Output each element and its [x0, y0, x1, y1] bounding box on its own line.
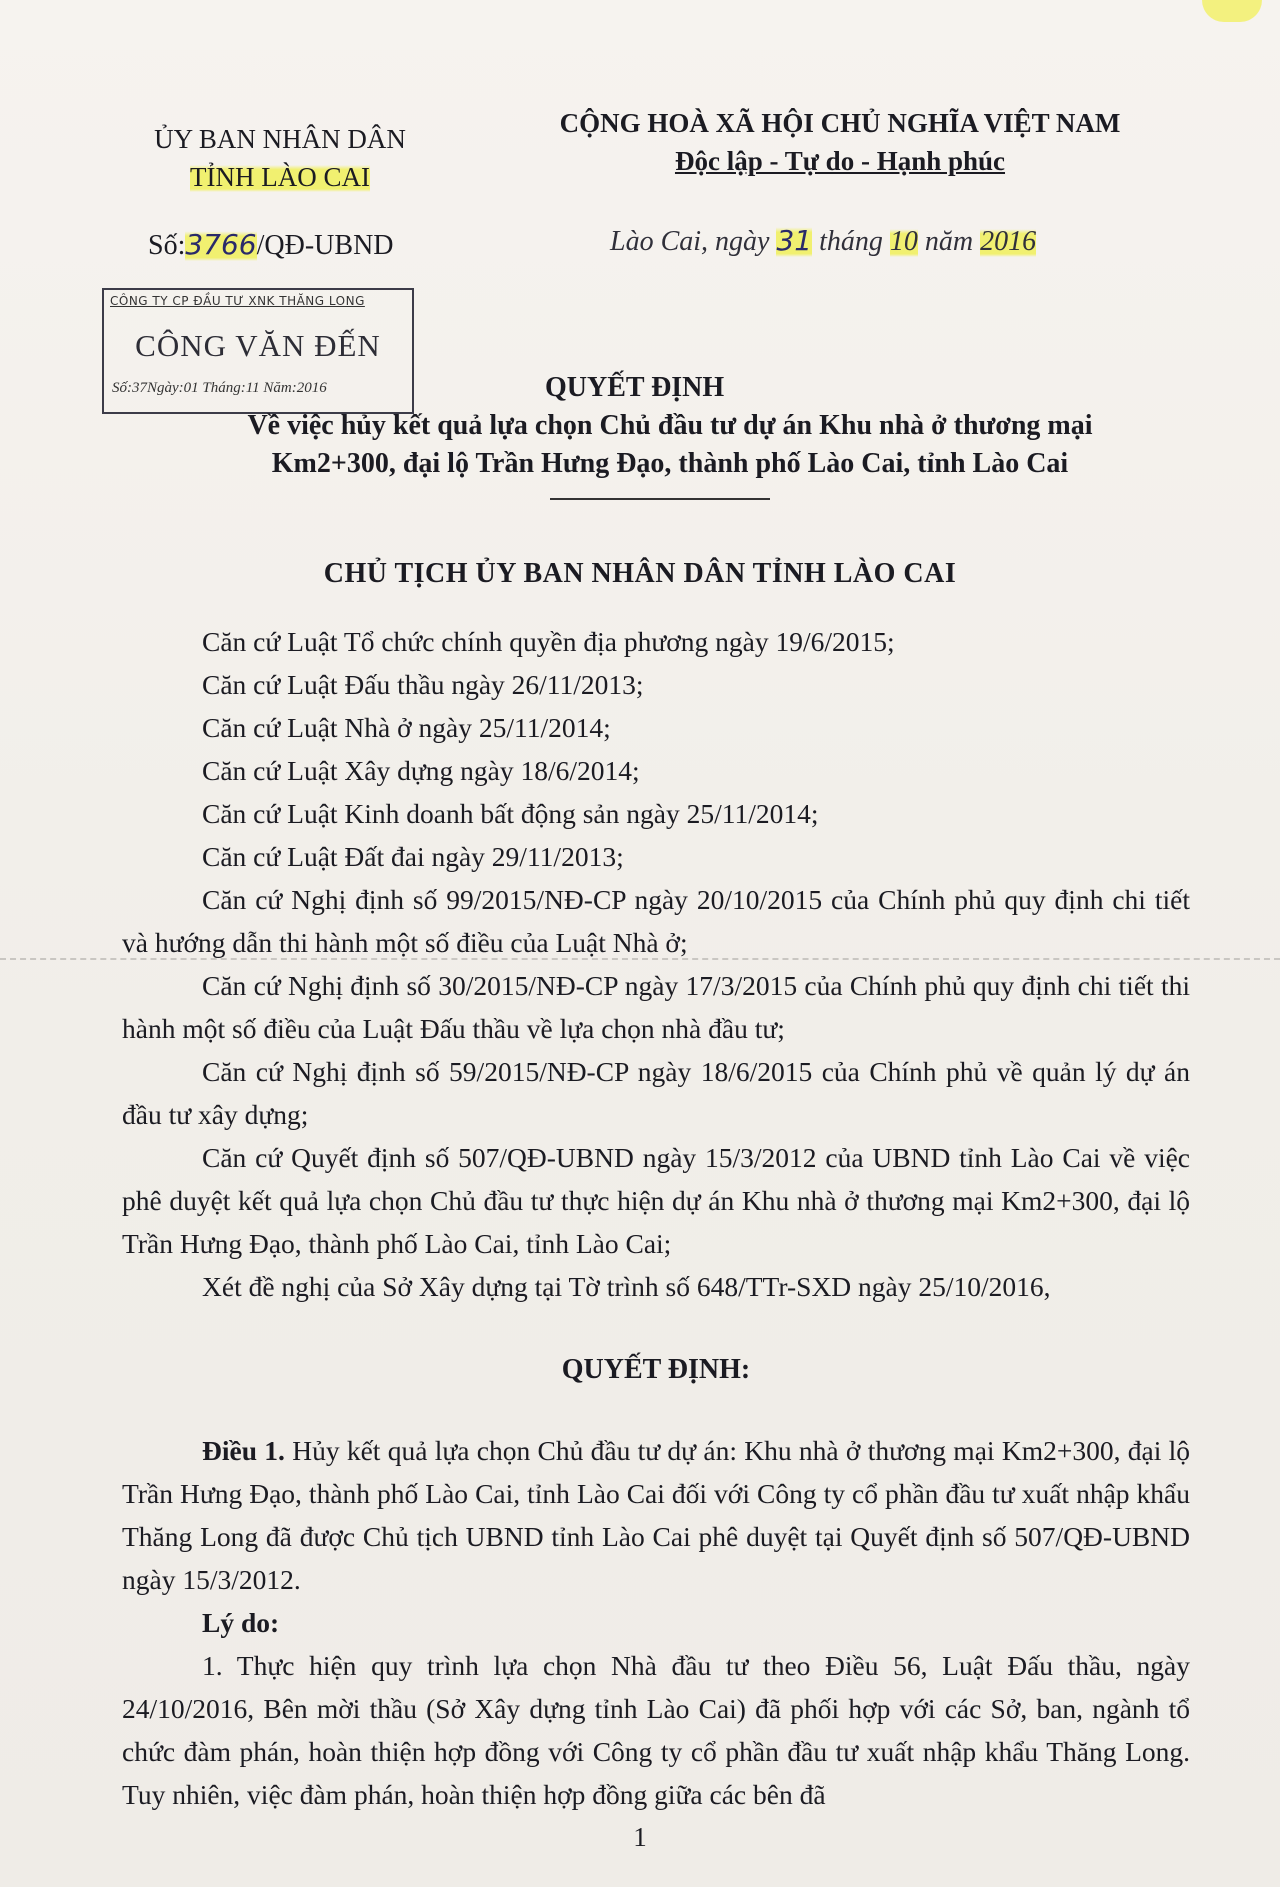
issuing-agency	[120, 120, 440, 196]
decision-subject: Về việc hủy kết quả lựa chọn Chủ đầu tư dự án Khu nhà ở thương mại Km2+300, đại lộ Trần Hưng Đạo, thành phố Lào Cai, tỉnh Lào Cai	[247, 410, 1093, 479]
stamp-date-line: Số:37Ngày:01 Tháng:11 Năm:2016	[112, 380, 327, 396]
received-stamp	[102, 288, 414, 414]
basis-item: Căn cứ Luật Xây dựng ngày 18/6/2014;	[202, 755, 640, 786]
basis-item: Xét đề nghị của Sở Xây dựng tại Tờ trình số 648/TTr-SXD ngày 25/10/2016,	[202, 1271, 1051, 1302]
place-date: Lào Cai, ngày 31 tháng 10 năm 2016	[610, 224, 1037, 257]
reason-label: Lý do:	[202, 1607, 280, 1638]
nation-line: CỘNG HOÀ XÃ HỘI CHỦ NGHĨA VIỆT NAM	[559, 108, 1121, 138]
motto: Độc lập - Tự do - Hạnh phúc	[674, 146, 1006, 176]
handwritten-day: 31	[776, 224, 813, 257]
document-body	[122, 620, 1190, 1816]
year-value: 2016	[980, 226, 1037, 257]
national-header	[470, 104, 1210, 180]
basis-item: Căn cứ Luật Tổ chức chính quyền địa phương ngày 19/6/2015;	[202, 626, 895, 657]
highlighter-mark	[1202, 0, 1262, 22]
basis-item: Căn cứ Nghị định số 59/2015/NĐ-CP ngày 18/6/2015 của Chính phủ về quản lý dự án đầu tư xây dựng;	[122, 1056, 1190, 1130]
document-number: Số:3766/QĐ-UBND	[148, 228, 394, 261]
decide-heading: QUYẾT ĐỊNH:	[561, 1354, 751, 1385]
month-value: 10	[889, 226, 918, 257]
stamp-title: CÔNG VĂN ĐẾN	[135, 328, 381, 363]
basis-item: Căn cứ Nghị định số 99/2015/NĐ-CP ngày 20/10/2015 của Chính phủ quy định chi tiết và hướng dẫn thi hành một số điều của Luật Nhà ở;	[122, 884, 1190, 958]
basis-item: Căn cứ Luật Kinh doanh bất động sản ngày 25/11/2014;	[202, 798, 819, 829]
decision-title: QUYẾT ĐỊNH	[545, 372, 725, 403]
basis-item: Căn cứ Luật Đất đai ngày 29/11/2013;	[202, 841, 624, 872]
basis-item: Căn cứ Luật Đấu thầu ngày 26/11/2013;	[202, 669, 644, 700]
agency-line-2: TỈNH LÀO CAI	[190, 162, 370, 192]
basis-item: Căn cứ Nghị định số 30/2015/NĐ-CP ngày 17/3/2015 của Chính phủ quy định chi tiết thi hành một số điều của Luật Đấu thầu về lựa chọn nhà đầu tư;	[122, 970, 1190, 1044]
stamp-company: CÔNG TY CP ĐẦU TƯ XNK THĂNG LONG	[110, 294, 365, 308]
page-number: 1	[633, 1822, 647, 1852]
basis-item: Căn cứ Luật Nhà ở ngày 25/11/2014;	[202, 712, 611, 743]
chair-title: CHỦ TỊCH ỦY BAN NHÂN DÂN TỈNH LÀO CAI	[323, 558, 957, 589]
agency-line-1: ỦY BAN NHÂN DÂN	[154, 124, 406, 154]
title-underline	[550, 498, 770, 500]
basis-item: Căn cứ Quyết định số 507/QĐ-UBND ngày 15/3/2012 của UBND tỉnh Lào Cai về việc phê duyệt kết quả lựa chọn Chủ đầu tư thực hiện dự án Khu nhà ở thương mại Km2+300, đại lộ Trần Hưng Đạo, thành phố Lào Cai, tỉnh Lào Cai;	[122, 1142, 1190, 1259]
article-1-label: Điều 1.	[202, 1435, 285, 1466]
article-1-text: Hủy kết quả lựa chọn Chủ đầu tư dự án: Khu nhà ở thương mại Km2+300, đại lộ Trần Hưng Đạo, thành phố Lào Cai, tỉnh Lào Cai đối với Công ty cổ phần đầu tư xuất nhập khẩu Thăng Long đã được Chủ tịch UBND tỉnh Lào Cai phê duyệt tại Quyết định số 507/QĐ-UBND ngày 15/3/2012.	[122, 1435, 1191, 1595]
handwritten-doc-number: 3766	[185, 228, 257, 261]
article-1	[122, 1429, 1190, 1601]
reason-1: 1. Thực hiện quy trình lựa chọn Nhà đầu tư theo Điều 56, Luật Đấu thầu, ngày 24/10/2016, Bên mời thầu (Sở Xây dựng tỉnh Lào Cai) đã phối hợp với các Sở, ban, ngành tổ chức đàm phán, hoàn thiện hợp đồng với Công ty cổ phần đầu tư xuất nhập khẩu Thăng Long. Tuy nhiên, việc đàm phán, hoàn thiện hợp đồng giữa các bên đã	[122, 1650, 1190, 1810]
